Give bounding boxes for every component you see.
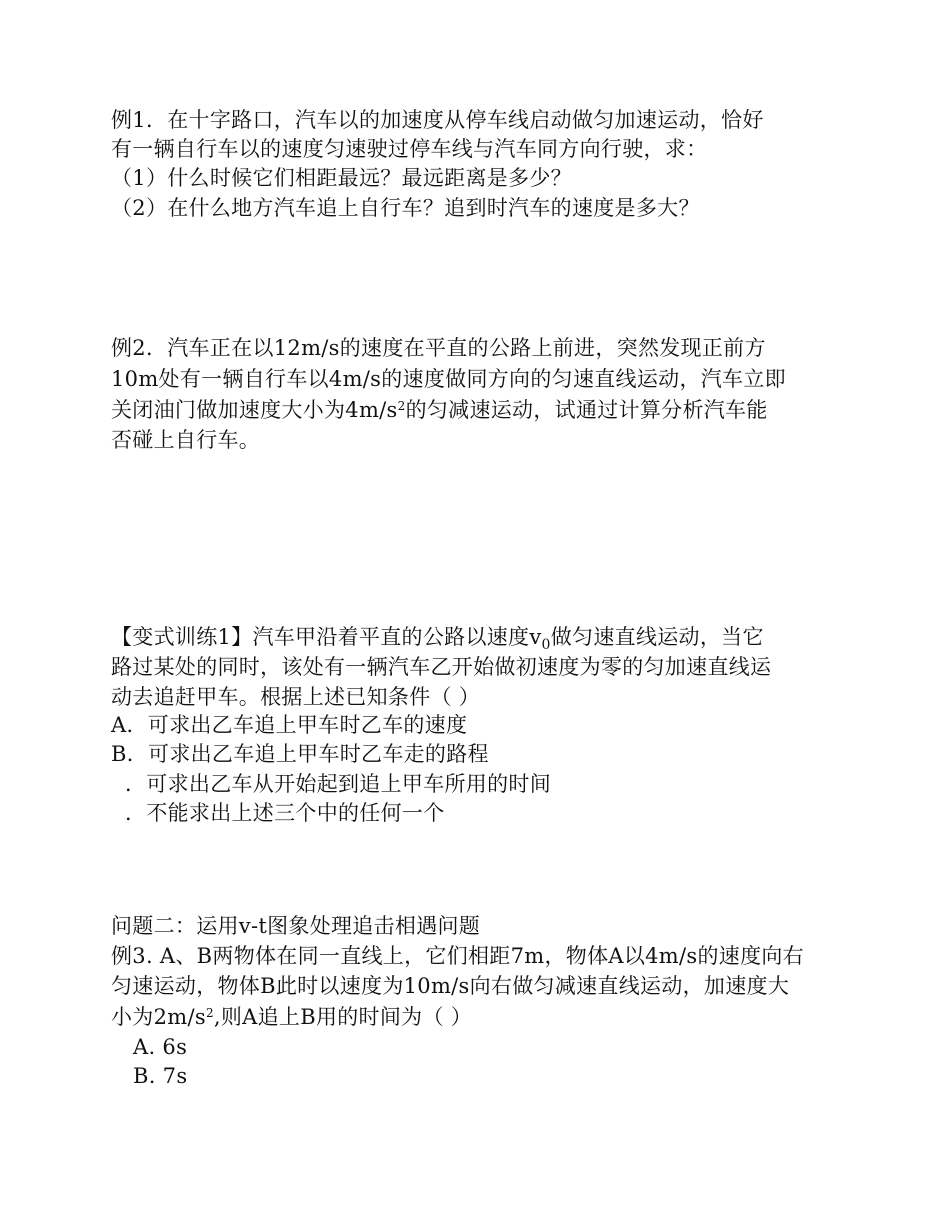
problem2-title: 问题二：运用v-t图象处理追击相遇问题 bbox=[111, 914, 481, 938]
superscript-2: 2 bbox=[205, 1006, 214, 1020]
variant1-option-d: ．不能求出上述三个中的任何一个 bbox=[125, 801, 445, 825]
example3-line3-text-a: 小为2m/s bbox=[111, 1005, 206, 1029]
variant1-option-b: B．可求出乙车追上甲车时乙车走的路程 bbox=[111, 742, 489, 766]
variant1-option-a: A．可求出乙车追上甲车时乙车的速度 bbox=[111, 713, 468, 737]
example3-line1: 例3. A、B两物体在同一直线上，它们相距7m，物体A以4m/s的速度向右 bbox=[111, 944, 804, 968]
example3-option-a: A. 6s bbox=[133, 1035, 188, 1059]
example1-line2: 有一辆自行车以的速度匀速驶过停车线与汽车同方向行驶，求： bbox=[111, 137, 708, 161]
example3-line3 bbox=[111, 1003, 472, 1035]
superscript-2: 2 bbox=[397, 399, 406, 413]
variant1-option-c: ．可求出乙车从开始起到追上甲车所用的时间 bbox=[125, 772, 551, 796]
subscript-0: 0 bbox=[541, 637, 551, 653]
variant1-line3: 动去追赶甲车。根据上述已知条件（ ） bbox=[111, 685, 481, 709]
example1-question2: （2）在什么地方汽车追上自行车？追到时汽车的速度是多大？ bbox=[111, 196, 700, 220]
example1-question1: （1）什么时候它们相距最远？最远距离是多少？ bbox=[111, 166, 572, 190]
example3-line2: 匀速运动，物体B此时以速度为10m/s向右做匀减速直线运动，加速度大 bbox=[111, 974, 790, 998]
variant1-line2: 路过某处的同时，该处有一辆汽车乙开始做初速度为零的匀加速直线运 bbox=[111, 655, 772, 679]
example3-line3-text-b: ,则A追上B用的时间为（ ） bbox=[213, 1005, 473, 1029]
variant1-line1-text-b: 做匀速直线运动，当它 bbox=[550, 625, 764, 649]
example2-line4: 否碰上自行车。 bbox=[111, 428, 261, 452]
example2-line3-text-a: 关闭油门做加速度大小为4m/s bbox=[111, 398, 398, 422]
example2-line2: 10m处有一辆自行车以4m/s的速度做同方向的匀速直线运动，汽车立即 bbox=[111, 367, 786, 391]
example2-line3 bbox=[111, 396, 768, 428]
example2-line1: 例2．汽车正在以12m/s的速度在平直的公路上前进，突然发现正前方 bbox=[111, 336, 766, 360]
example2-line3-text-b: 的匀减速运动，试通过计算分析汽车能 bbox=[405, 398, 768, 422]
example1-line1: 例1．在十字路口，汽车以的加速度从停车线启动做匀加速运动，恰好 bbox=[111, 108, 764, 132]
variant1-line1-text-a: 【变式训练1】汽车甲沿着平直的公路以速度v bbox=[111, 625, 542, 649]
example3-option-b: B. 7s bbox=[133, 1064, 188, 1088]
variant1-line1 bbox=[111, 623, 764, 655]
